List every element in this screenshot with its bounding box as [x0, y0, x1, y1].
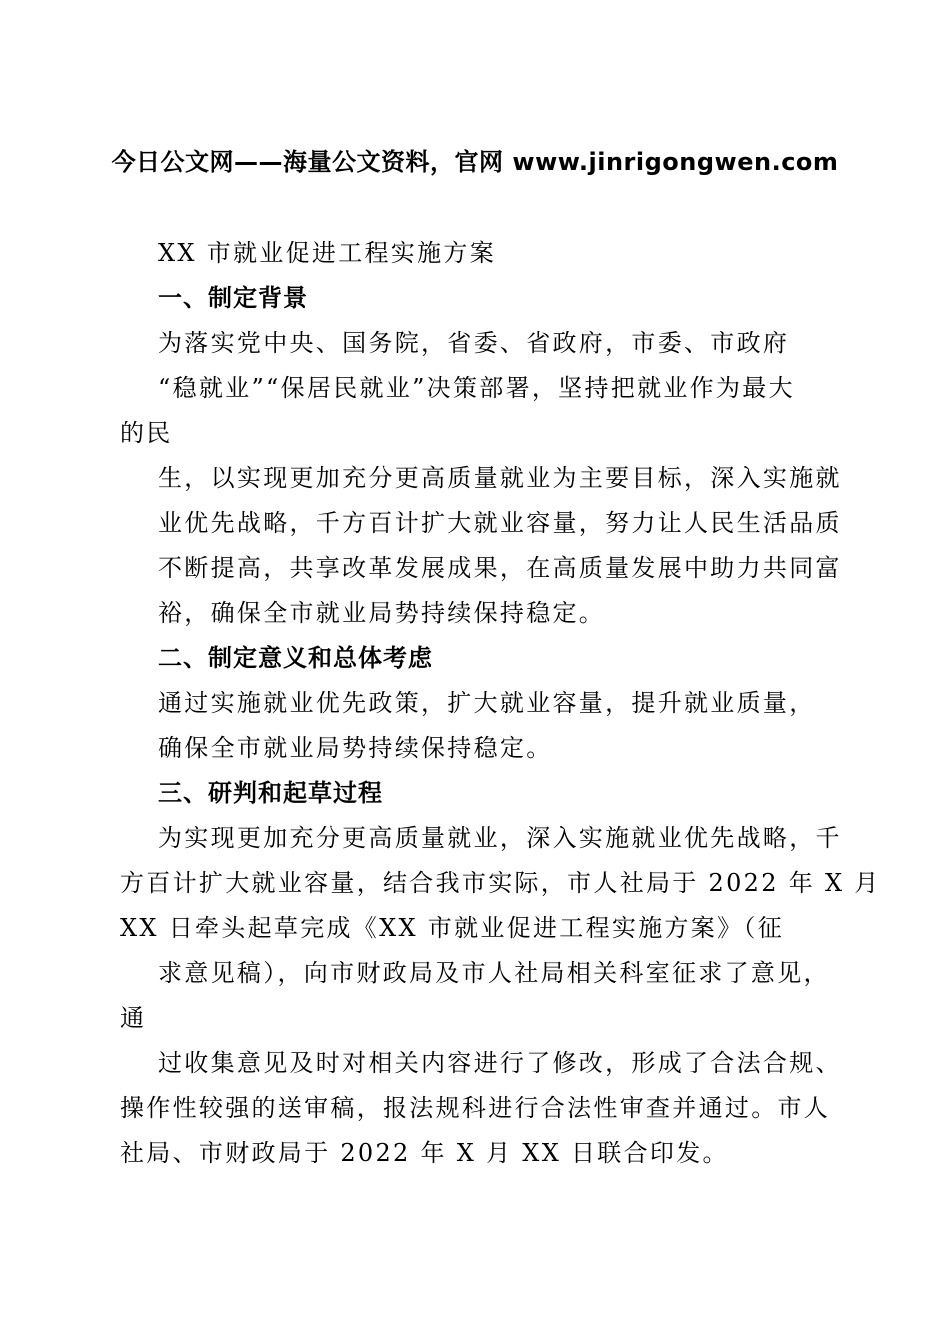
paragraph-line: 不断提高，共享改革发展成果，在高质量发展中助力共同富 [158, 554, 842, 582]
paragraph-line: 业优先战略，千方百计扩大就业容量，努力让人民生活品质 [158, 509, 842, 537]
paragraph-line: 社局、市财政局于 2022 年 X 月 XX 日联合印发。 [120, 1139, 729, 1167]
paragraph-line: XX 日牵头起草完成《XX 市就业促进工程实施方案》（征 [120, 914, 784, 942]
paragraph-line: “稳就业”“保居民就业”决策部署，坚持把就业作为最大 [158, 374, 795, 402]
paragraph-line: 为实现更加充分更高质量就业，深入实施就业优先战略，千 [158, 824, 842, 852]
paragraph-line: 生，以实现更加充分更高质量就业为主要目标，深入实施就 [158, 464, 842, 492]
paragraph-line: 确保全市就业局势持续保持稳定。 [158, 734, 553, 762]
paragraph-line: 通 [120, 1004, 147, 1032]
section-heading-drafting: 三、研判和起草过程 [158, 779, 383, 807]
site-header: 今日公文网——海量公文资料，官网 www.jinrigongwen.com [111, 148, 839, 176]
paragraph-line: 通过实施就业优先政策，扩大就业容量，提升就业质量， [158, 689, 816, 717]
paragraph-line: 的民 [120, 419, 173, 447]
document-title: XX 市就业促进工程实施方案 [158, 239, 496, 267]
paragraph-line: 裕，确保全市就业局势持续保持稳定。 [158, 599, 606, 627]
paragraph-line: 操作性较强的送审稿，报法规科进行合法性审查并通过。市人 [120, 1094, 831, 1122]
paragraph-line: 方百计扩大就业容量，结合我市实际，市人社局于 2022 年 X 月 [120, 869, 881, 897]
section-heading-background: 一、制定背景 [158, 284, 308, 312]
paragraph-line: 求意见稿），向市财政局及市人社局相关科室征求了意见， [158, 959, 830, 987]
paragraph-line: 过收集意见及时对相关内容进行了修改，形成了合法合规、 [158, 1049, 842, 1077]
section-heading-significance: 二、制定意义和总体考虑 [158, 644, 433, 672]
paragraph-line: 为落实党中央、国务院，省委、省政府，市委、市政府 [158, 329, 790, 357]
